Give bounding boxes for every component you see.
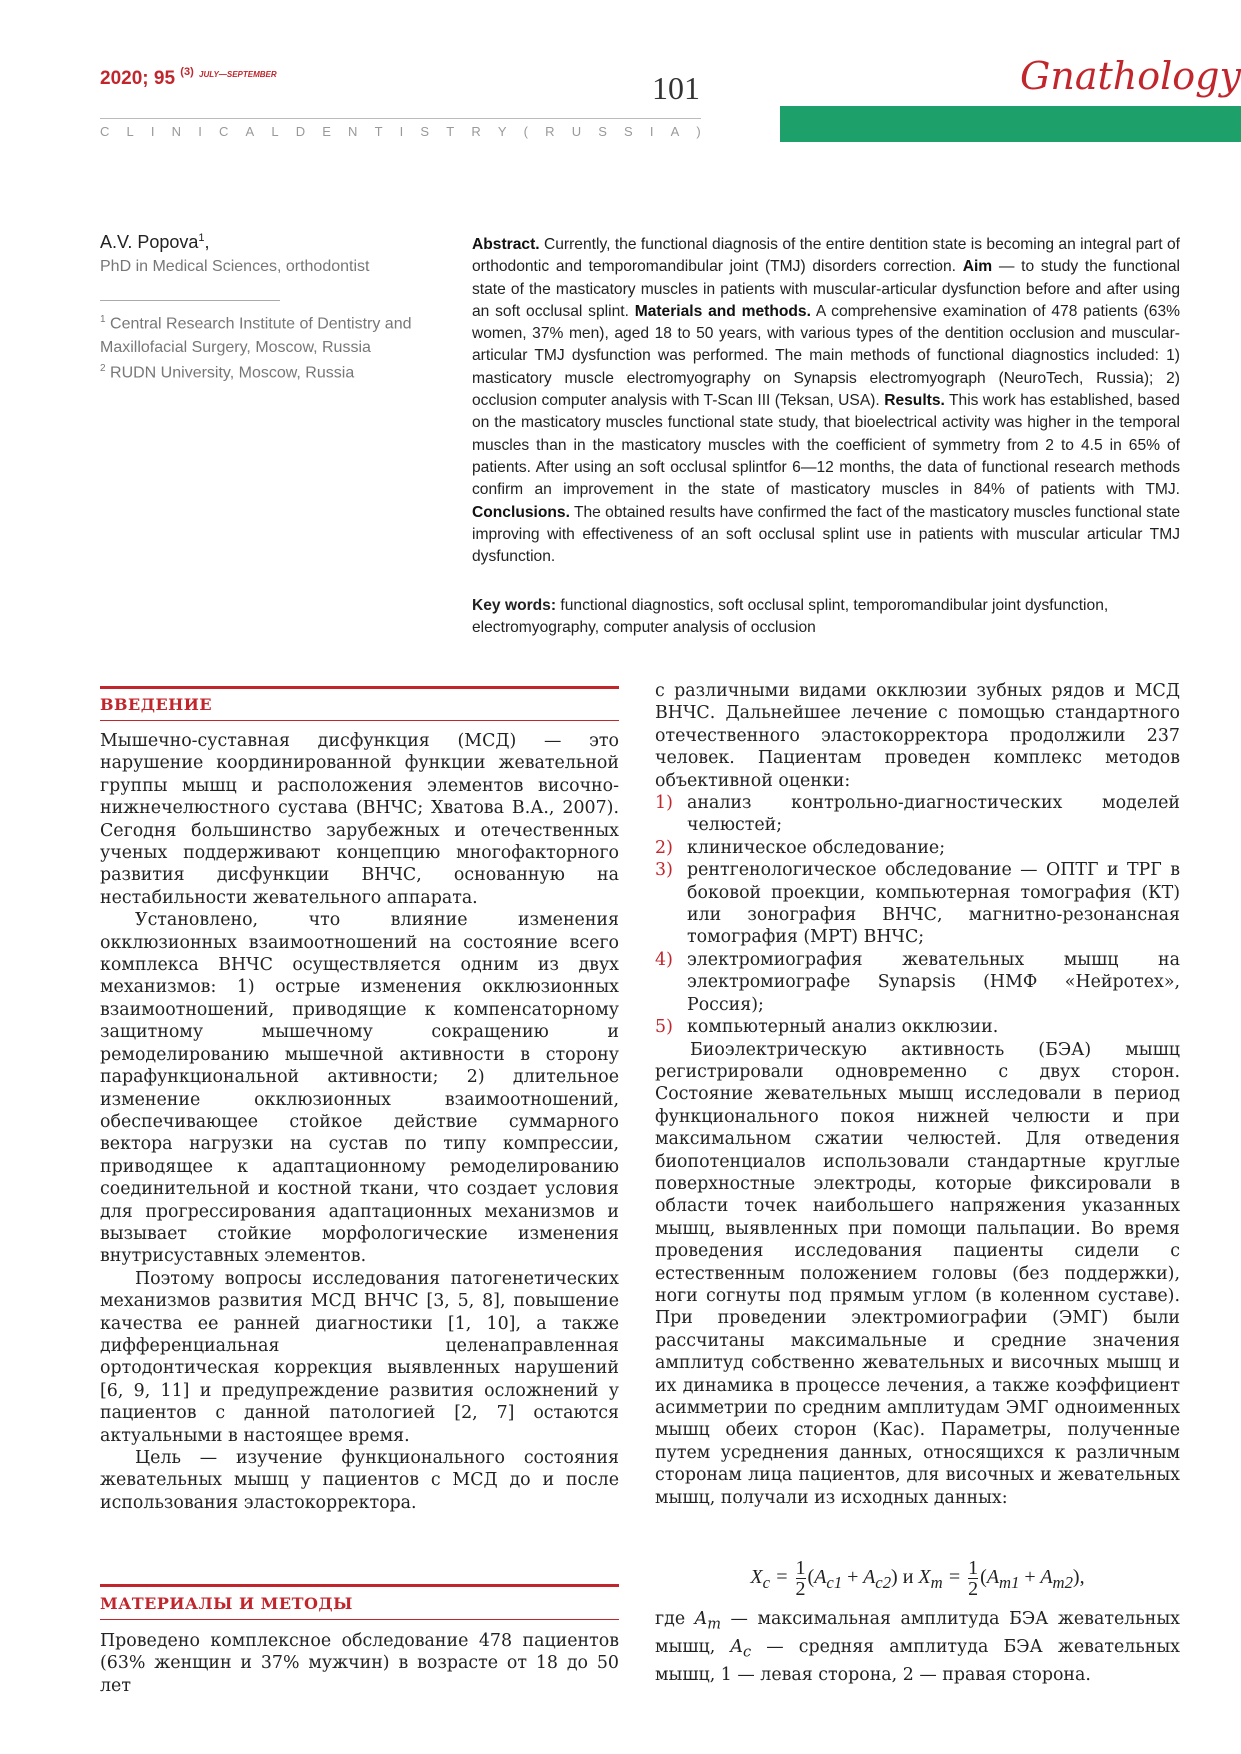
journal-name — [100, 124, 701, 139]
affiliation-2: $^2$ RUDN University, Moscow, Russia — [100, 363, 355, 382]
journal-letter: S — [598, 124, 607, 139]
journal-letter: N — [348, 124, 358, 139]
journal-letter: T — [374, 124, 383, 139]
section-color-bar — [780, 106, 1241, 142]
header-rule — [100, 118, 701, 119]
journal-letter: L — [271, 124, 279, 139]
paragraph: где $A_m$ — максимальная амплитуда БЭА жевательных мышц, $A_c$ — средняя амплитуда БЭА жевательных мышц, 1 — левая сторона, 2 — правая сторона. — [655, 1609, 1180, 1685]
journal-letter: I — [150, 124, 155, 139]
methods-text — [100, 1630, 619, 1697]
section-rule-thin — [100, 1619, 619, 1620]
section-rule-thick — [100, 1584, 619, 1587]
journal-letter: R — [545, 124, 555, 139]
journal-letter: I — [198, 124, 202, 139]
journal-letter: C — [100, 124, 110, 139]
journal-letter: A — [670, 124, 680, 139]
journal-letter: D — [295, 124, 306, 139]
journal-letter: ( — [523, 124, 529, 139]
issue-period: JULY—SEPTEMBER — [199, 70, 277, 79]
page-number: 101 — [652, 70, 700, 106]
paragraph: Мышечно-суставная дисфункция (МСД) — это нарушение координированной функции жевательной группы мышц и расположения элементов височно-нижнечелюстного сустава (ВНЧС; Хватова В.А., 2007). Сегодня большинство зарубежных и отечественных ученых поддерживают концепцию многофакторного развития дисфункции ВНЧС, основанную на нестабильности жевательного аппарата. — [100, 731, 619, 908]
journal-letter: S — [420, 124, 430, 139]
paragraph: Биоэлектрическую активность (БЭА) мышц регистрировали одновременно с двух сторон. Состояние жевательных мышц исследовали в период функционального покоя нижней челюсти и при максимальном сжатии челюстей. Для отведения биопотенциалов использовали стандартные круглые поверхностные электроды, которые фиксировали в области точек наибольшего напряжения указанных мышц, выявленных при помощи пальпации. Во время проведения исследования пациенты сидели с естественным положением головы (без поддержки), ноги согнуты под прямым углом (в коленном суставе). При проведении электромиографии (ЭМГ) были рассчитаны максимальные и средние значения амплитуд собственно жевательных и височных мышц и их динамика в процессе лечения, а также коэффициент асимметрии по средним амплитудам ЭМГ одноименных мышц обеих сторон (Кас). Параметры, полученные путем усреднения данных, относящихся к различным сторонам лица пациентов, для височных и жевательных мышц, получали из исходных данных: — [655, 1039, 1180, 1508]
paragraph: с различными видами окклюзии зубных рядов и МСД ВНЧС. Дальнейшее лечение с помощью стандартного отечественного эластокорректора продолжили 237 человек. Пациентам проведен комплекс методов объективной оценки: — [655, 681, 1180, 791]
journal-letter: S — [624, 124, 633, 139]
journal-letter: C — [218, 124, 229, 139]
paragraph: Установлено, что влияние изменения окклюзионных взаимоотношений на состояние всего комплекса ВНЧС осуществляется одним из двух механизмов: 1) острые изменения окклюзионных взаимоотношений, приводящие к компенсаторному защитному мышечному сокращению и ремоделированию мышечной активности в сторону парафункциональной активности; 2) длительное изменение окклюзионных взаимоотношений, обеспечивающее стойкое действие суммарного вектора нагрузки на сустав по типу компрессии, приводящее к адаптационному ремоделированию соединительной и костной ткани, что создает условия для прогрессирования адаптационных механизмов и вызывает стойкие морфологические изменения внутрисуставных элементов. — [100, 910, 619, 1267]
list-item: 1) анализ контрольно-диагностических моделей челюстей; — [655, 793, 1180, 836]
list-item: 5) компьютерный анализ окклюзии. — [655, 1017, 999, 1038]
journal-letter: U — [571, 124, 582, 139]
methods-continued — [655, 680, 1180, 1509]
list-item: 3) рентгенологическое обследование — ОПТГ и ТРГ в боковой проекции, компьютерная томография (КТ) или зонография ВНЧС, магнитно-резонансная томография (МРТ) ВНЧС; — [655, 860, 1180, 948]
heading-methods: МАТЕРИАЛЫ И МЕТОДЫ — [100, 1594, 353, 1613]
author-degree: PhD in Medical Sciences, orthodontist — [100, 258, 370, 275]
paragraph: Проведено комплексное обследование 478 пациентов (63% женщин и 37% мужчин) в возрасте от 18 до 50 лет — [100, 1631, 619, 1696]
journal-letter: ) — [696, 124, 701, 139]
keywords: Key words: functional diagnostics, soft occlusal splint, temporomandibular joint dysfunction, electromyography, computer analysis of occlusion — [472, 597, 1109, 637]
section-rule-thin — [100, 720, 619, 721]
journal-letter: I — [649, 124, 654, 139]
year-volume: 2020; 95 — [100, 68, 176, 89]
journal-letter: Y — [497, 124, 507, 139]
journal-issue — [100, 68, 277, 90]
list-item: 4) электромиография жевательных мышц на электромиографе Synapsis (НМФ «Нейротех», Россия); — [655, 949, 1180, 1015]
paragraph: Поэтому вопросы исследования патогенетических механизмов развития МСД ВНЧС [3, 5, 8], повышение качества ее ранней диагностики [1, 10], а также дифференциальная целенаправленная ортодонтическая коррекция выявленных нарушений [6, 9, 11] и предупреждение развития осложнений у пациентов с данной патологией [2, 7] остаются актуальными в настоящее время. — [100, 1268, 619, 1446]
section-title: Gnathology — [1020, 54, 1241, 98]
author-name: A.V. Popova$^1$, — [100, 232, 210, 252]
issue-number: (3) — [180, 66, 194, 78]
journal-letter: E — [322, 124, 331, 139]
list-item: 2) клиническое обследование; — [655, 837, 946, 858]
section-rule-thick — [100, 686, 619, 689]
affiliation-1: $^1$ Central Research Institute of Dentistry and Maxillofacial Surgery, Moscow, Russia — [100, 314, 412, 357]
journal-letter: T — [446, 124, 455, 139]
affiliation-rule — [100, 300, 280, 301]
abstract: Abstract. Currently, the functional diagnosis of the entire dentition state is becoming an integral part of orthodontic and temporomandibular joint (TMJ) disorders correction. Aim — to study the functional state of the masticatory muscles in patients with muscular-articular dysfunction before and after using an soft occlusal splint. Materials and methods. A comprehensive examination of 478 patients (63% women, 37% men), aged 18 to 50 years, with various types of the dentition occlusion and muscular-articular TMJ dysfunction was performed. The main methods of functional diagnostics included: 1) masticatory muscle electromyography on Synapsis electromyograph (NeuroTech, Russia); 2) occlusion computer analysis with T-Scan III (Teksan, USA). Results. This work has established, based on the masticatory muscles functional state study, that bioelectrical activity was higher in the temporal muscles than in the masticatory muscles with the coefficient of symmetry from 2 to 4.5 in 65% of patients. After using an soft occlusal splintfor 6—12 months, the data of functional research methods confirm an improvement in the state of masticatory muscles in 84% of patients with TMJ. Conclusions. The obtained results have confirmed the fact of the masticatory muscles functional state improving with effectiveness of an soft occlusal splint use in patients with muscular articular TMJ dysfunction. — [472, 236, 1180, 566]
formula: $X_c$ = $\frac{1}{2}$ $(A_{c1} + A_{c2})$ и $X_m$ = $\frac{1}{2}$ $(A_{m1} + A_{m2})$, — [750, 1557, 1085, 1600]
paragraph: Цель — изучение функционального состояния жевательных мышц у пациентов с МСД до и после использования эластокорректора. — [100, 1448, 619, 1513]
journal-letter: A — [245, 124, 255, 139]
formula-explanation — [655, 1608, 1180, 1686]
journal-letter: N — [171, 124, 182, 139]
journal-letter: I — [399, 124, 404, 139]
journal-letter: L — [126, 124, 134, 139]
journal-letter: R — [471, 124, 481, 139]
introduction-text — [100, 730, 619, 1514]
heading-introduction: ВВЕДЕНИЕ — [100, 695, 213, 714]
